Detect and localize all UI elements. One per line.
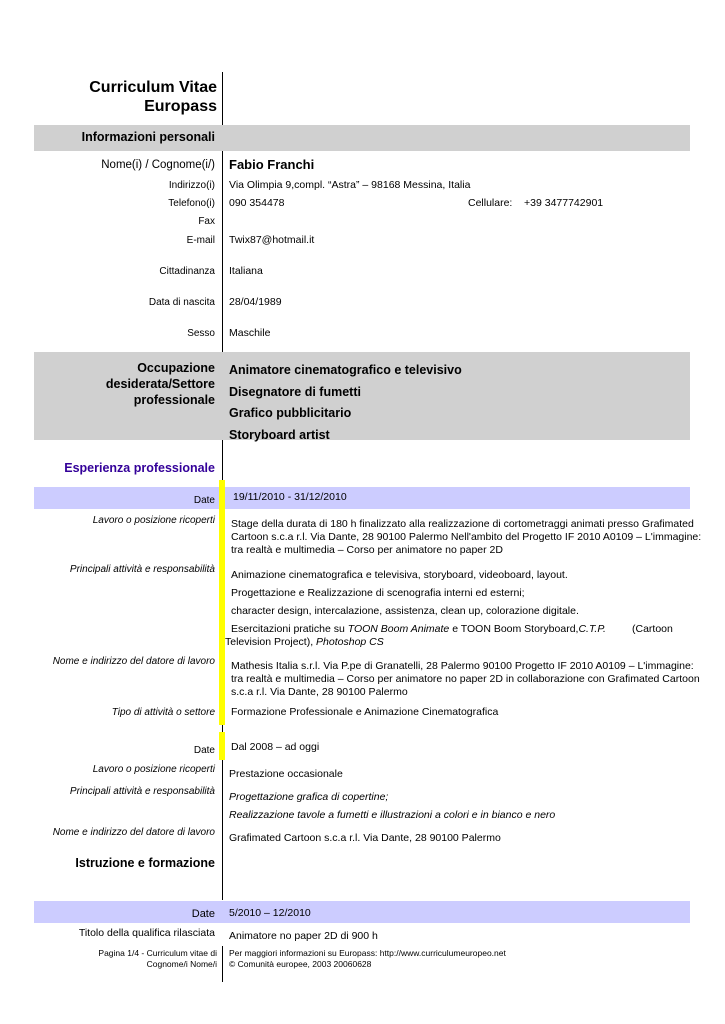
exp1-employer-value bbox=[231, 660, 700, 699]
occupation-item: Storyboard artist bbox=[229, 427, 330, 442]
occupation-label-line1: Occupazione bbox=[137, 361, 215, 375]
email-value: Twix87@hotmail.it bbox=[229, 234, 315, 246]
exp2-activities-label: Principali attività e responsabilità bbox=[69, 786, 215, 797]
column-divider-footer bbox=[222, 946, 223, 982]
citizenship-value: Italiana bbox=[229, 265, 263, 277]
edu-title-label: Titolo della qualifica rilasciata bbox=[78, 927, 215, 939]
exp1-job-line: Cartoon s.c.a r.l. Via Dante, 28 90100 Palermo Nell'ambito del Progetto IF 2010 A0109 – L'immagine: bbox=[231, 531, 702, 543]
cv-title-line1: Curriculum Vitae bbox=[89, 79, 217, 96]
exp1-activity: Progettazione e Realizzazione di scenografia interni ed esterni; bbox=[231, 587, 525, 599]
exp1-sector-value: Formazione Professionale e Animazione Cinematografica bbox=[231, 706, 499, 718]
occupation-label bbox=[106, 360, 215, 408]
occupation-label-line2: desiderata/Settore bbox=[105, 377, 215, 391]
exp1-employer-line: s.c.a r.l. Via Dante, 28 90100 Palermo bbox=[231, 686, 408, 698]
sex-value: Maschile bbox=[229, 327, 271, 339]
exp1-employer-line: tra realtà e multimedia – Corso per animatore no paper 2D in collaborazione con Grafimated Cartoon bbox=[231, 673, 700, 685]
exp1-job-line: Stage della durata di 180 h finalizzato alla realizzazione di cortometraggi animati presso Grafimated bbox=[231, 518, 694, 530]
exp1-job-line: tra realtà e multimedia – Corso per animatore no paper 2D bbox=[231, 544, 503, 556]
exp1-sw-b: TOON Boom Animate bbox=[347, 623, 450, 635]
fax-label: Fax bbox=[198, 216, 215, 227]
footer-left bbox=[98, 948, 217, 970]
name-value: Fabio Franchi bbox=[229, 157, 315, 172]
exp1-sw-f: Television Project), bbox=[225, 636, 317, 648]
exp1-activity-software bbox=[231, 623, 606, 636]
personal-section-title: Informazioni personali bbox=[81, 130, 215, 144]
cv-title-line2: Europass bbox=[144, 98, 217, 115]
exp2-date-value: Dal 2008 – ad oggi bbox=[231, 741, 320, 753]
experience-section-title: Esperienza professionale bbox=[64, 461, 215, 475]
exp1-sector-label: Tipo di attività o settore bbox=[111, 707, 215, 718]
education-date-band bbox=[34, 901, 690, 923]
mobile-label: Cellulare: bbox=[468, 197, 513, 209]
occupation-item: Grafico pubblicitario bbox=[229, 406, 352, 420]
footer-left-line2: Cognome/i Nome/i bbox=[146, 959, 217, 969]
highlight-bar bbox=[219, 480, 225, 725]
exp2-activity: Progettazione grafica di copertine; bbox=[229, 791, 389, 803]
edu-date-label: Date bbox=[191, 908, 215, 920]
education-section-title: Istruzione e formazione bbox=[75, 856, 215, 870]
exp2-activity: Realizzazione tavole a fumetti e illustrazioni a colori e in bianco e nero bbox=[229, 809, 556, 821]
occupation-item: Animatore cinematografico e televisivo bbox=[229, 363, 462, 377]
exp2-job-label: Lavoro o posizione ricoperti bbox=[92, 764, 215, 775]
exp1-employer-label: Nome e indirizzo del datore di lavoro bbox=[52, 656, 215, 667]
exp1-job-label: Lavoro o posizione ricoperti bbox=[92, 515, 215, 526]
footer-left-line1: Pagina 1/4 - Curriculum vitae di bbox=[98, 948, 217, 958]
exp1-activity: Animazione cinematografica e televisiva, storyboard, videoboard, layout. bbox=[231, 569, 568, 581]
occupation-label-line3: professionale bbox=[133, 393, 215, 407]
exp1-activity: character design, intercalazione, assistenza, clean up, colorazione digitale. bbox=[231, 605, 579, 617]
edu-date-value: 5/2010 – 12/2010 bbox=[229, 907, 311, 919]
exp1-sw-a: Esercitazioni pratiche su bbox=[231, 623, 348, 635]
sex-label: Sesso bbox=[187, 328, 215, 339]
exp1-date-value: 19/11/2010 - 31/12/2010 bbox=[233, 491, 347, 503]
footer-right-line1: Per maggiori informazioni su Europass: http://www.curriculumeuropeo.net bbox=[229, 948, 506, 958]
exp1-activity-software-cont bbox=[225, 636, 384, 649]
address-value: Via Olimpia 9,compl. “Astra” – 98168 Messina, Italia bbox=[229, 179, 471, 191]
email-label: E-mail bbox=[186, 235, 215, 246]
exp2-job-value: Prestazione occasionale bbox=[229, 768, 343, 780]
birth-value: 28/04/1989 bbox=[229, 296, 282, 308]
mobile-value: +39 3477742901 bbox=[524, 197, 604, 209]
exp1-sw-g: Photoshop CS bbox=[316, 636, 384, 648]
exp2-employer-value: Grafimated Cartoon s.c.a r.l. Via Dante, 28 90100 Palermo bbox=[229, 832, 501, 844]
exp1-sw-e: (Cartoon bbox=[632, 623, 673, 635]
exp2-date-label: Date bbox=[193, 745, 215, 756]
exp1-sw-d: C.T.P. bbox=[578, 623, 606, 635]
citizenship-label: Cittadinanza bbox=[159, 266, 215, 277]
experience-date-band bbox=[34, 487, 690, 509]
exp1-sw-c: e TOON Boom Storyboard, bbox=[449, 623, 579, 635]
footer-right-line2: © Comunità europee, 2003 20060628 bbox=[229, 959, 372, 969]
address-label: Indirizzo(i) bbox=[168, 180, 215, 191]
highlight-bar-small bbox=[219, 732, 225, 760]
exp2-employer-label: Nome e indirizzo del datore di lavoro bbox=[52, 827, 215, 838]
occupation-item: Disegnatore di fumetti bbox=[229, 384, 361, 399]
birth-label: Data di nascita bbox=[148, 297, 215, 308]
cv-title bbox=[89, 78, 217, 116]
phone-value: 090 354478 bbox=[229, 197, 285, 209]
footer-right bbox=[229, 948, 506, 970]
phone-label: Telefono(i) bbox=[168, 198, 215, 209]
occupation-list bbox=[229, 360, 462, 446]
exp1-employer-line: Mathesis Italia s.r.l. Via P.pe di Granatelli, 28 Palermo 90100 Progetto IF 2010 A0109 – L'immagine: bbox=[231, 660, 694, 672]
exp1-activities-label: Principali attività e responsabilità bbox=[69, 564, 215, 575]
name-label: Nome(i) / Cognome(i/) bbox=[101, 159, 215, 171]
edu-title-value: Animatore no paper 2D di 900 h bbox=[229, 930, 378, 942]
exp1-job-value bbox=[231, 518, 701, 557]
exp1-date-label: Date bbox=[193, 495, 215, 506]
